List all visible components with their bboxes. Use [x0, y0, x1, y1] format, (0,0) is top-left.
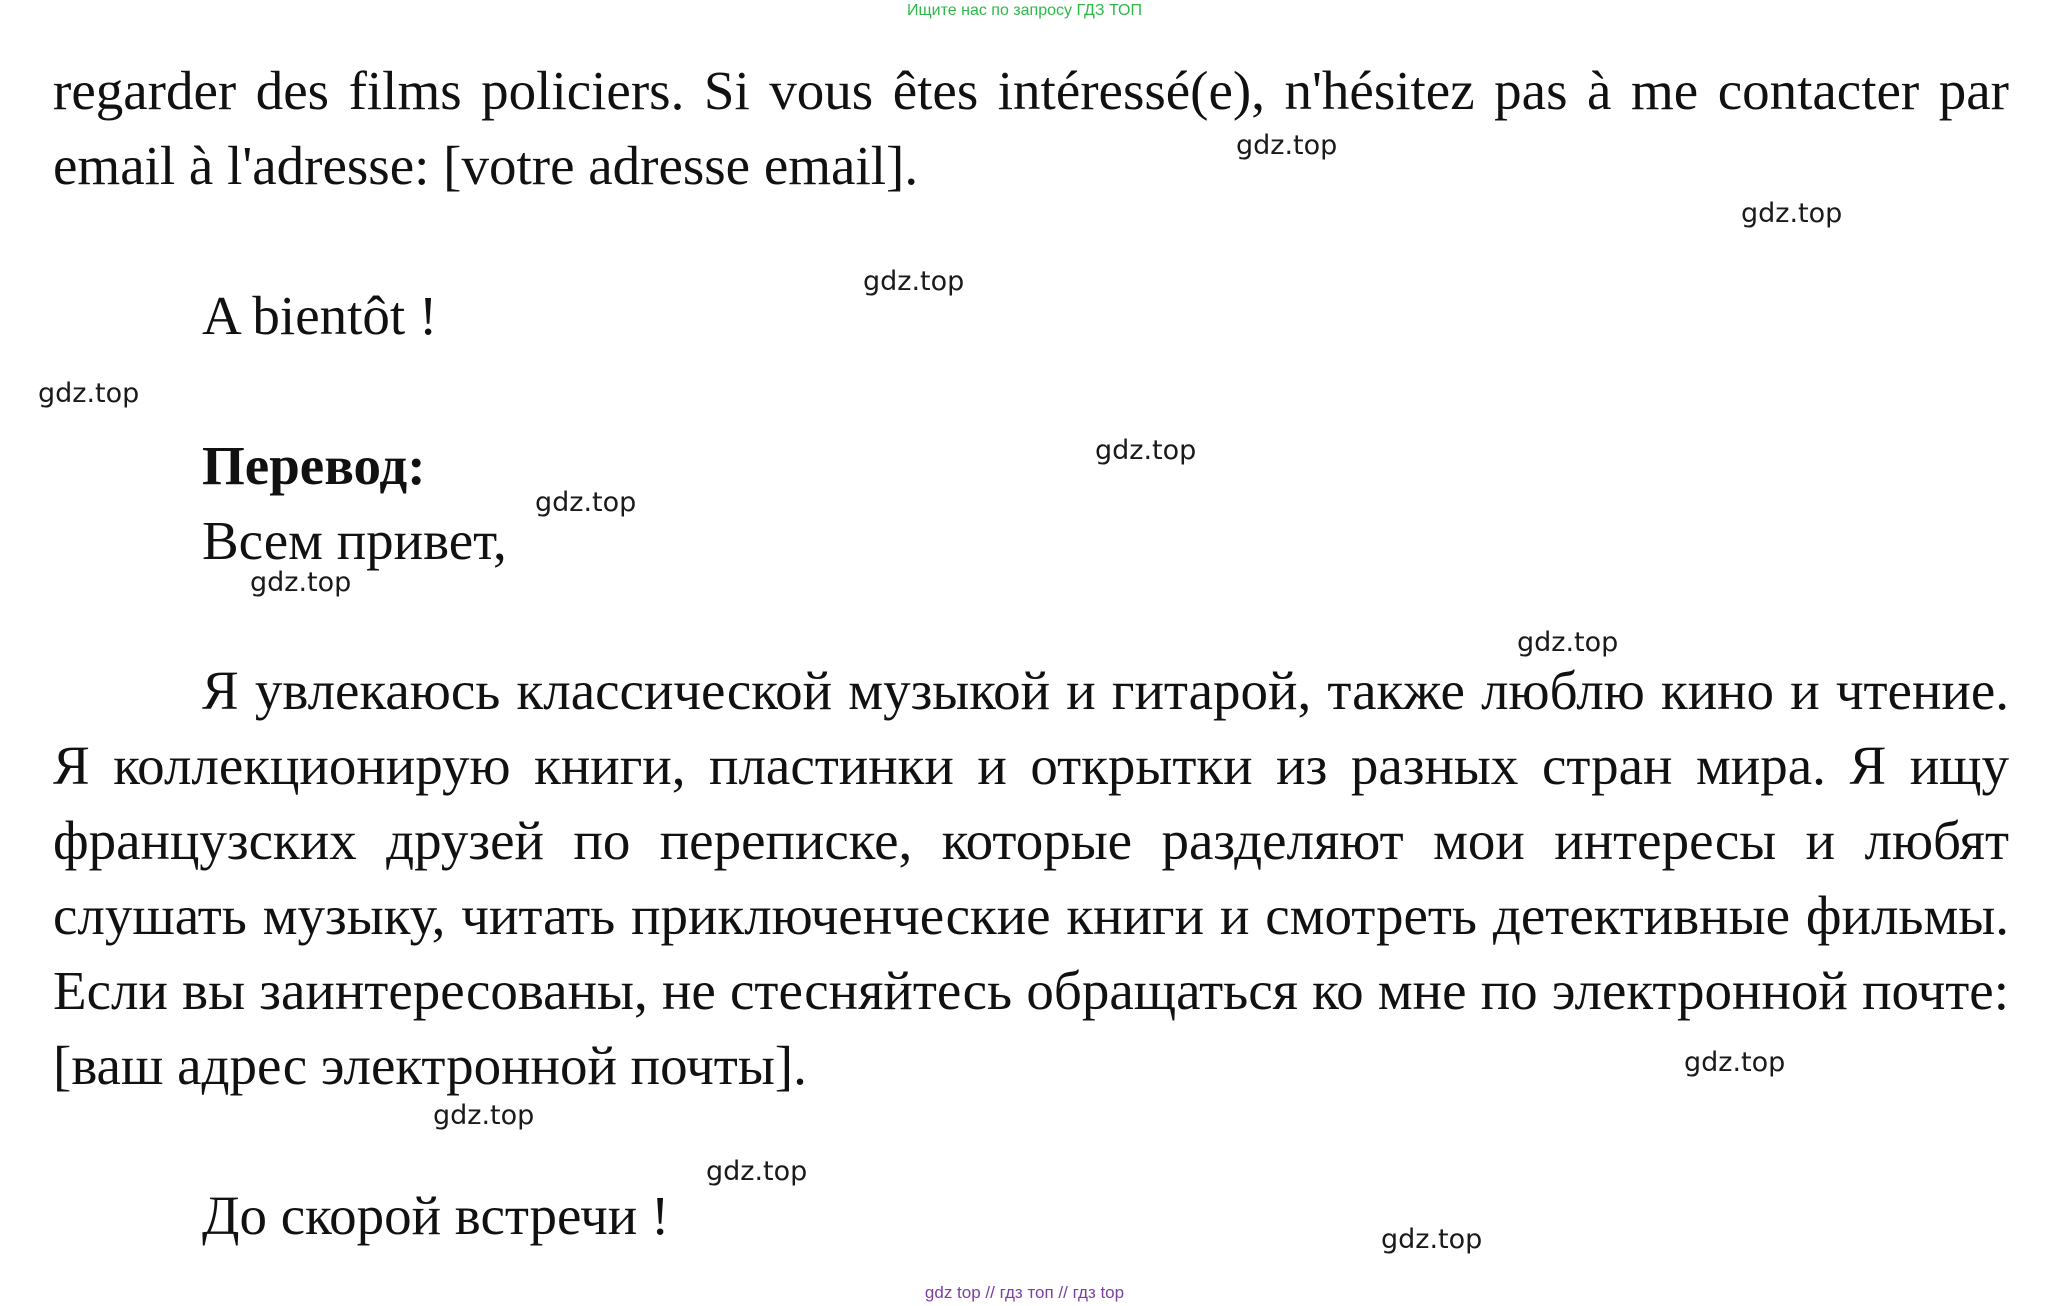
translation-closing: До скорой встречи ! — [202, 1185, 670, 1246]
search-banner: Ищите нас по запросу ГДЗ ТОП — [907, 2, 1142, 19]
french-closing: A bientôt ! — [202, 285, 438, 346]
footer-links: gdz top // гдз топ // гдз top — [924, 1283, 1125, 1302]
watermark: gdz.top — [38, 378, 140, 409]
watermark: gdz.top — [1741, 198, 1843, 229]
translation-paragraph: Я увлекаюсь классической музыкой и гитарой, также люблю кино и чтение. Я коллекционирую книги, пластинки и открытки из разных стран мира. Я ищу французских друзей по переписке, которые разделяют мои интересы и любят слушать музыку, читать приключенческие книги и смотреть детективные фильмы. Если вы заинтересованы, не стесняйтесь обращаться ко мне по электронной почте: [ваш адрес электронной почты]. — [53, 660, 2009, 1096]
watermark: gdz.top — [1684, 1047, 1786, 1078]
translation-greeting: Всем привет, — [202, 510, 507, 571]
watermark: gdz.top — [706, 1156, 808, 1187]
watermark: gdz.top — [535, 487, 637, 518]
translation-heading: Перевод: — [202, 435, 426, 496]
watermark: gdz.top — [863, 266, 965, 297]
watermark: gdz.top — [1095, 435, 1197, 466]
watermark: gdz.top — [250, 567, 352, 598]
watermark: gdz.top — [1381, 1224, 1483, 1255]
watermark: gdz.top — [1517, 627, 1619, 658]
french-paragraph-end: regarder des films policiers. Si vous êtes intéressé(e), n'hésitez pas à me contacter par email à l'adresse: [votre adresse email]. — [53, 60, 2009, 196]
watermark: gdz.top — [1236, 130, 1338, 161]
watermark: gdz.top — [433, 1100, 535, 1131]
